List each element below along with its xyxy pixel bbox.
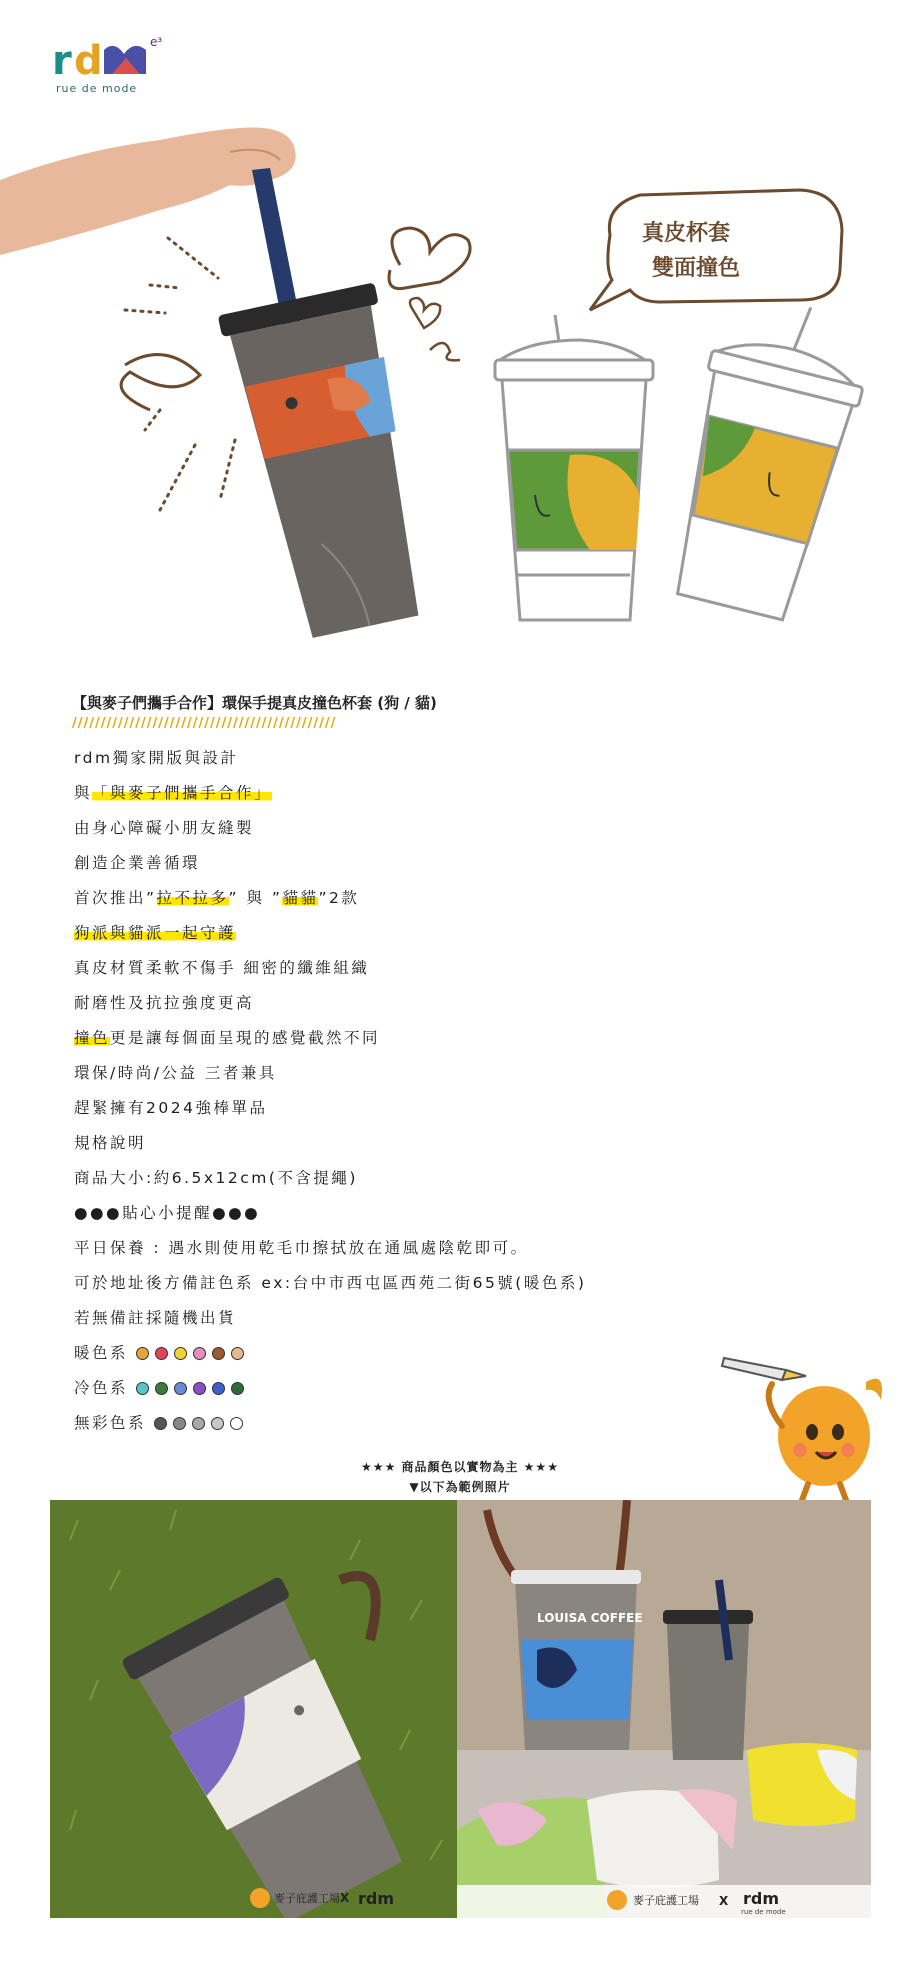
color-swatches [136, 1382, 244, 1395]
highlight: 「與麥子們攜手合作」 [92, 784, 273, 802]
logo-superscript: e³ [150, 35, 163, 49]
desc-line: 若無備註採隨機出貨 [74, 1309, 237, 1327]
desc-line: 與「與麥子們攜手合作」 [74, 784, 273, 802]
photo-cup [218, 282, 444, 643]
highlight: 貓貓 [282, 889, 319, 907]
speech-bubble [590, 190, 842, 310]
desc-line: rdm獨家開版與設計 [74, 749, 239, 767]
rdm-mark: rdm [743, 1889, 780, 1908]
color-swatch [155, 1382, 168, 1395]
color-swatches [154, 1417, 243, 1430]
color-swatch [174, 1347, 187, 1360]
cross-mark: X [340, 1891, 350, 1905]
doodle-heart-1 [389, 228, 470, 289]
color-swatch [193, 1382, 206, 1395]
desc-line: 平日保養 : 遇水則使用乾毛巾擦拭放在通風處陰乾即可。 [74, 1239, 529, 1257]
color-swatches [136, 1347, 244, 1360]
svg-text:d: d [74, 38, 103, 84]
desc-line: 真皮材質柔軟不傷手 細密的纖維組織 [74, 959, 370, 977]
product-title: 【與麥子們攜手合作】環保手提真皮撞色杯套 (狗 / 貓) [72, 694, 437, 712]
desc-line: 首次推出”拉不拉多” 與 ”貓貓”2款 [74, 889, 360, 907]
color-swatch [211, 1417, 224, 1430]
rdm-mark: rdm [358, 1889, 395, 1908]
illustrated-cup-cat [653, 287, 878, 625]
desc-line: 創造企業善循環 [74, 854, 201, 872]
highlight: 拉不拉多 [156, 889, 229, 907]
desc-line [74, 921, 236, 943]
highlight: 撞色 [74, 1029, 111, 1047]
color-swatch [193, 1347, 206, 1360]
color-swatch [231, 1382, 244, 1395]
doodle-loop [121, 355, 200, 410]
sample-photos-caption: ▼以下為範例照片 [409, 1480, 511, 1494]
color-swatch [212, 1347, 225, 1360]
photo2-brand: 麥子庇護工場 [633, 1894, 699, 1907]
divider-slashes: ////////////////////////////////////////////// [72, 716, 337, 731]
desc-line: ●●●貼心小提醒●●● [74, 1204, 261, 1222]
hero-illustration [0, 110, 920, 670]
illustrated-cup-dog [495, 315, 653, 620]
doodle-lines [125, 238, 235, 510]
bubble-line-1: 真皮杯套 [642, 221, 731, 246]
doodle-heart-2 [410, 298, 440, 328]
color-swatch [230, 1417, 243, 1430]
photo1-brand: 麥子庇護工場 [274, 1892, 340, 1905]
color-swatch [154, 1417, 167, 1430]
desc-line: 撞色更是讓每個面呈現的感覺截然不同 [74, 1029, 381, 1047]
desc-line: 可於地址後方備註色系 ex:台中市西屯區西苑二街65號(暖色系) [74, 1274, 587, 1292]
sample-photo-collection [457, 1500, 871, 1918]
wheat-mascot [716, 1340, 896, 1500]
color-swatch [155, 1347, 168, 1360]
desc-line: 商品大小:約6.5x12cm(不含提繩) [74, 1169, 358, 1187]
desc-line: 由身心障礙小朋友縫製 [74, 819, 255, 837]
color-swatch [173, 1417, 186, 1430]
desc-line: 耐磨性及抗拉強度更高 [74, 994, 255, 1012]
desc-line: 環保/時尚/公益 三者兼具 [74, 1064, 277, 1082]
cross-mark: X [719, 1894, 729, 1908]
palette-neutral: 無彩色系 [74, 1411, 243, 1433]
sample-photo-grass [50, 1500, 457, 1918]
rdm-logo [52, 28, 182, 108]
color-swatch [212, 1382, 225, 1395]
cup-brand-text: LOUISA COFFEE [537, 1611, 643, 1625]
color-swatch [231, 1347, 244, 1360]
palette-warm: 暖色系 [74, 1341, 244, 1363]
bubble-line-2: 雙面撞色 [652, 256, 741, 281]
color-swatch [174, 1382, 187, 1395]
color-swatch [136, 1347, 149, 1360]
desc-line: 規格說明 [74, 1134, 147, 1152]
palette-cool: 冷色系 [74, 1376, 244, 1398]
svg-text:r: r [52, 38, 72, 84]
logo-tagline: rue de mode [56, 82, 138, 95]
color-swatch [136, 1382, 149, 1395]
hand-arm [0, 127, 296, 255]
rdm-tagline: rue de mode [741, 1908, 786, 1916]
highlight: 狗派與貓派一起守護 [74, 924, 237, 942]
desc-line: 趕緊擁有2024強棒單品 [74, 1099, 268, 1117]
color-swatch [192, 1417, 205, 1430]
color-disclaimer: ★★★ 商品顏色以實物為主 ★★★ [361, 1460, 559, 1474]
